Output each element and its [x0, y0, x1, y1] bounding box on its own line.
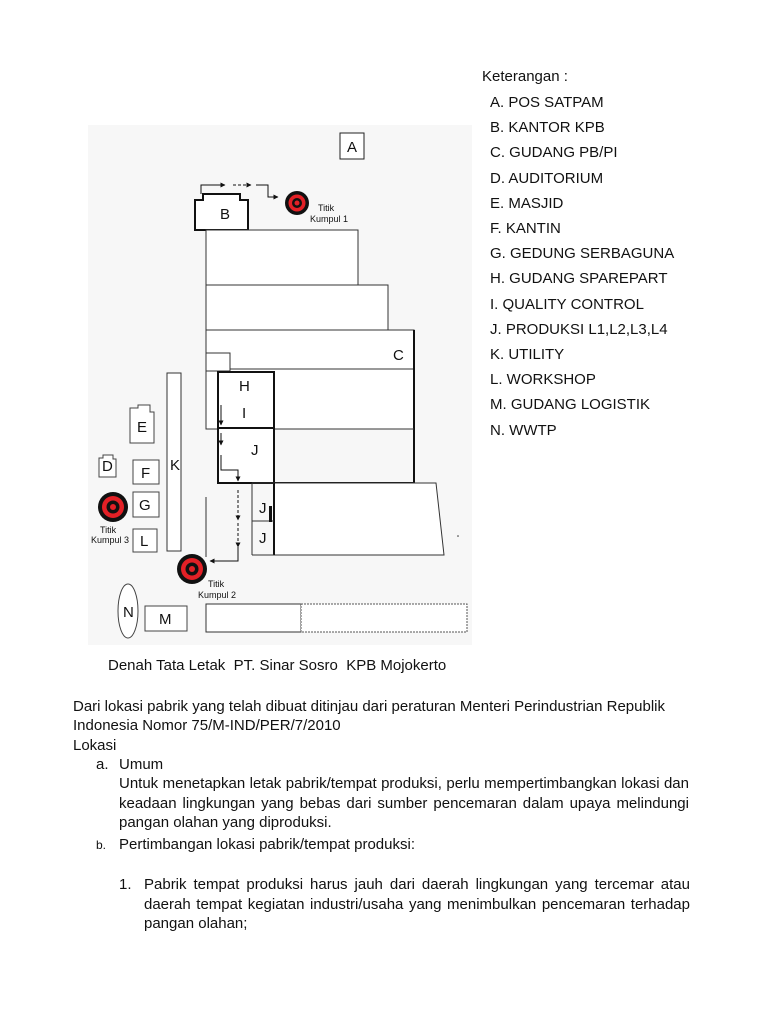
building-j	[218, 428, 274, 483]
label-h: H	[239, 378, 250, 395]
assembly-point-1-titik: Titik	[318, 203, 335, 213]
item-a-title: Umum	[119, 756, 164, 773]
assembly-point-2-titik: Titik	[208, 579, 225, 589]
assembly-point-1-icon	[285, 191, 309, 215]
assembly-point-1-label: Kumpul 1	[310, 214, 349, 224]
legend-item: D. AUDITORIUM	[490, 169, 604, 187]
legend-item: J. PRODUKSI L1,L2,L3,L4	[490, 320, 668, 338]
legend-item: F. KANTIN	[490, 220, 561, 238]
assembly-point-3-titik: Titik	[100, 525, 117, 535]
item-b-title: Pertimbangan lokasi pabrik/tempat produksi:	[119, 836, 415, 853]
label-a: A	[347, 139, 358, 156]
legend-item: G. GEDUNG SERBAGUNA	[490, 245, 675, 263]
legend-list	[482, 90, 742, 443]
list-marker-a: a.	[96, 756, 109, 773]
label-j-2: J	[259, 500, 267, 517]
legend-item: H. GUDANG SPAREPART	[490, 270, 668, 288]
label-j: J	[251, 442, 259, 459]
numbered-marker-1: 1.	[119, 876, 132, 893]
label-i: I	[242, 405, 247, 422]
figure-caption: Denah Tata Letak PT. Sinar Sosro KPB Mojokerto	[108, 657, 447, 674]
label-b: B	[220, 206, 231, 223]
section-heading-lokasi: Lokasi	[73, 737, 117, 754]
assembly-point-3-icon	[98, 492, 128, 522]
factory-floor-plan	[88, 125, 472, 645]
legend-item: L. WORKSHOP	[490, 371, 596, 389]
assembly-point-3-label: Kumpul 3	[91, 535, 130, 545]
legend-item: A. POS SATPAM	[490, 94, 604, 111]
assembly-point-2-label: Kumpul 2	[198, 590, 237, 600]
label-d: D	[102, 458, 113, 475]
label-c: C	[393, 347, 404, 364]
label-j-3: J	[259, 530, 267, 547]
item-a-body: Untuk menetapkan letak pabrik/tempat produksi, perlu mempertimbangkan lokasi dan keadaan lingkungan yang bebas dari sumber pencemaran dalam upaya melindungi pangan olahan yang diproduksi.	[119, 775, 689, 831]
legend-title: Keterangan :	[482, 68, 568, 85]
building-j-lower	[274, 483, 444, 555]
intro-paragraph: Dari lokasi pabrik yang telah dibuat ditinjau dari peraturan Menteri Perindustrian Republik Indonesia Nomor 75/M-IND/PER/7/2010	[73, 698, 665, 734]
numbered-item-1-body: Pabrik tempat produksi harus jauh dari daerah lingkungan yang tercemar atau daerah tempat kegiatan industri/usaha yang menimbulkan pencemaran terhadap pangan olahan;	[144, 876, 690, 932]
legend-item: N. WWTP	[490, 421, 557, 439]
label-n: N	[123, 604, 134, 621]
legend-item: M. GUDANG LOGISTIK	[490, 396, 651, 414]
label-f: F	[141, 465, 151, 482]
legend-item: K. UTILITY	[490, 346, 565, 364]
label-k: K	[170, 457, 181, 474]
legend	[482, 66, 742, 443]
label-e: E	[137, 419, 148, 436]
legend-item: C. GUDANG PB/PI	[490, 144, 618, 162]
label-l: L	[140, 533, 149, 550]
label-m: M	[159, 611, 172, 628]
legend-item: E. MASJID	[490, 194, 564, 212]
list-marker-b: b.	[96, 838, 107, 852]
legend-item: I. QUALITY CONTROL	[490, 295, 644, 313]
label-g: G	[139, 497, 151, 514]
assembly-point-2-icon	[177, 554, 207, 584]
legend-item: B. KANTOR KPB	[490, 119, 605, 137]
